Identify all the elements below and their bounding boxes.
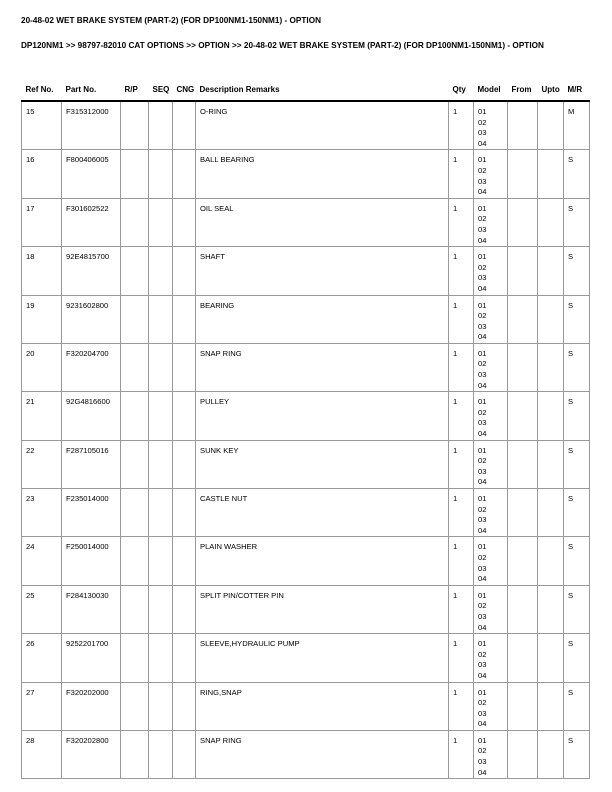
cell-upto (538, 537, 564, 585)
cell-upto (538, 440, 564, 488)
table-row[interactable] (22, 247, 590, 295)
cell-model (474, 295, 508, 343)
cell-part: F315312000 (62, 101, 121, 150)
cell-ref: 22 (22, 440, 62, 488)
cell-mr: S (564, 247, 590, 295)
cell-rp (121, 101, 149, 150)
cell-qty: 1 (449, 634, 474, 682)
cell-model (474, 585, 508, 633)
cell-part: 92G4816600 (62, 392, 121, 440)
model-code: 01 (478, 590, 487, 600)
cell-seq (149, 198, 173, 246)
cell-from (508, 682, 538, 730)
model-code: 02 (478, 359, 487, 369)
cell-desc: OIL SEAL (196, 198, 449, 246)
model-code: 03 (478, 418, 487, 428)
model-code: 01 (478, 542, 487, 552)
model-code: 01 (478, 300, 487, 310)
cell-mr: S (564, 343, 590, 391)
cell-seq (149, 392, 173, 440)
model-code: 01 (478, 155, 487, 165)
cell-mr: S (564, 295, 590, 343)
model-code: 04 (478, 332, 487, 342)
cell-upto (538, 295, 564, 343)
cell-rp (121, 247, 149, 295)
cell-ref: 24 (22, 537, 62, 585)
cell-mr: S (564, 489, 590, 537)
table-row[interactable] (22, 150, 590, 198)
model-code: 01 (478, 687, 487, 697)
cell-from (508, 198, 538, 246)
cell-part: F320204700 (62, 343, 121, 391)
cell-ref: 15 (22, 101, 62, 150)
cell-rp (121, 730, 149, 778)
cell-cng (173, 682, 196, 730)
cell-part: F320202800 (62, 730, 121, 778)
cell-rp (121, 585, 149, 633)
cell-rp (121, 150, 149, 198)
cell-model (474, 682, 508, 730)
cell-model (474, 101, 508, 150)
model-code: 03 (478, 660, 487, 670)
cell-model (474, 730, 508, 778)
model-code: 03 (478, 611, 487, 621)
cell-rp (121, 343, 149, 391)
cell-model (474, 392, 508, 440)
model-code: 02 (478, 214, 487, 224)
model-code: 04 (478, 429, 487, 439)
cell-ref: 19 (22, 295, 62, 343)
cell-desc: SNAP RING (196, 730, 449, 778)
cell-ref: 23 (22, 489, 62, 537)
model-code: 02 (478, 698, 487, 708)
cell-from (508, 392, 538, 440)
cell-ref: 27 (22, 682, 62, 730)
cell-cng (173, 295, 196, 343)
model-code: 02 (478, 456, 487, 466)
cell-upto (538, 634, 564, 682)
table-header (22, 85, 590, 101)
cell-cng (173, 247, 196, 295)
model-code: 01 (478, 107, 487, 116)
cell-seq (149, 585, 173, 633)
cell-desc: PULLEY (196, 392, 449, 440)
cell-from (508, 489, 538, 537)
cell-seq (149, 634, 173, 682)
cell-upto (538, 730, 564, 778)
cell-part: 9231602800 (62, 295, 121, 343)
column-header-seq[interactable]: SEQ (152, 85, 170, 94)
cell-qty: 1 (449, 537, 474, 585)
cell-desc: PLAIN WASHER (196, 537, 449, 585)
table-row[interactable] (22, 440, 590, 488)
model-code: 03 (478, 708, 487, 718)
cell-seq (149, 489, 173, 537)
cell-model (474, 150, 508, 198)
cell-part: F301602522 (62, 198, 121, 246)
table-row[interactable] (22, 392, 590, 440)
cell-cng (173, 101, 196, 150)
cell-seq (149, 682, 173, 730)
cell-seq (149, 295, 173, 343)
cell-mr: S (564, 440, 590, 488)
cell-qty: 1 (449, 440, 474, 488)
table-body (22, 101, 590, 779)
model-code: 01 (478, 735, 487, 745)
cell-upto (538, 489, 564, 537)
cell-mr: S (564, 392, 590, 440)
cell-seq (149, 730, 173, 778)
cell-from (508, 730, 538, 778)
cell-model (474, 537, 508, 585)
cell-upto (538, 585, 564, 633)
cell-upto (538, 247, 564, 295)
cell-ref: 17 (22, 198, 62, 246)
cell-desc: SNAP RING (196, 343, 449, 391)
model-code: 02 (478, 262, 487, 272)
model-code: 01 (478, 397, 487, 407)
cell-ref: 21 (22, 392, 62, 440)
model-code: 01 (478, 494, 487, 503)
cell-from (508, 295, 538, 343)
cell-qty: 1 (449, 489, 474, 537)
cell-upto (538, 343, 564, 391)
model-code: 03 (478, 563, 487, 573)
cell-from (508, 440, 538, 488)
cell-mr: S (564, 150, 590, 198)
model-code: 01 (478, 639, 487, 649)
cell-upto (538, 101, 564, 150)
column-header-desc[interactable]: Description Remarks (199, 85, 280, 94)
column-header-part[interactable]: Part No. (65, 85, 97, 94)
cell-qty: 1 (449, 730, 474, 778)
model-code: 04 (478, 283, 487, 293)
cell-from (508, 150, 538, 198)
table-row[interactable] (22, 295, 590, 343)
table-row[interactable] (22, 682, 590, 730)
cell-ref: 20 (22, 343, 62, 391)
cell-cng (173, 489, 196, 537)
cell-cng (173, 537, 196, 585)
cell-part: F800406005 (62, 150, 121, 198)
column-header-cng[interactable]: CNG (176, 85, 195, 94)
model-code: 02 (478, 407, 487, 417)
cell-cng (173, 392, 196, 440)
cell-qty: 1 (449, 101, 474, 150)
cell-qty: 1 (449, 198, 474, 246)
model-code: 02 (478, 117, 487, 127)
cell-qty: 1 (449, 343, 474, 391)
cell-qty: 1 (449, 392, 474, 440)
cell-desc: BALL BEARING (196, 150, 449, 198)
cell-mr: S (564, 585, 590, 633)
cell-rp (121, 489, 149, 537)
table-row[interactable] (22, 585, 590, 633)
column-header-model[interactable]: Model (477, 85, 501, 94)
cell-upto (538, 150, 564, 198)
cell-desc: SUNK KEY (196, 440, 449, 488)
cell-cng (173, 634, 196, 682)
cell-from (508, 634, 538, 682)
cell-part: 92E4815700 (62, 247, 121, 295)
cell-upto (538, 198, 564, 246)
cell-mr: S (564, 634, 590, 682)
cell-desc: SPLIT PIN/COTTER PIN (196, 585, 449, 633)
cell-rp (121, 295, 149, 343)
cell-seq (149, 247, 173, 295)
cell-mr: M (564, 101, 590, 150)
model-code: 01 (478, 252, 487, 262)
model-code: 03 (478, 128, 487, 138)
cell-from (508, 343, 538, 391)
model-code: 03 (478, 321, 487, 331)
cell-from (508, 101, 538, 150)
model-code: 01 (478, 348, 487, 358)
cell-model (474, 343, 508, 391)
breadcrumb: DP120NM1 >> 98797-82010 CAT OPTIONS >> OPTION >> 20-48-02 WET BRAKE SYSTEM (PART-2) (FOR DP100NM1-150NM1) - OPTION (21, 41, 544, 50)
table-row[interactable] (22, 101, 590, 150)
model-code: 04 (478, 380, 487, 390)
cell-model (474, 198, 508, 246)
cell-rp (121, 440, 149, 488)
model-code: 04 (478, 235, 487, 245)
column-header-rp[interactable]: R/P (124, 85, 138, 94)
model-code: 04 (478, 670, 487, 680)
model-code: 03 (478, 273, 487, 283)
cell-cng (173, 198, 196, 246)
column-header-from[interactable]: From (511, 85, 532, 94)
model-code: 04 (478, 525, 487, 535)
cell-desc: CASTLE NUT (196, 489, 449, 537)
model-code: 03 (478, 370, 487, 380)
cell-seq (149, 101, 173, 150)
table-row[interactable] (22, 634, 590, 682)
cell-seq (149, 343, 173, 391)
cell-rp (121, 537, 149, 585)
column-header-ref[interactable]: Ref No. (25, 85, 54, 94)
cell-seq (149, 150, 173, 198)
cell-rp (121, 198, 149, 246)
cell-part: F235014000 (62, 489, 121, 537)
cell-mr: S (564, 682, 590, 730)
cell-ref: 28 (22, 730, 62, 778)
table-row[interactable] (22, 537, 590, 585)
cell-desc: BEARING (196, 295, 449, 343)
cell-part: 9252201700 (62, 634, 121, 682)
model-code: 02 (478, 746, 487, 756)
cell-cng (173, 440, 196, 488)
model-code: 02 (478, 552, 487, 562)
model-code: 03 (478, 757, 487, 767)
cell-qty: 1 (449, 247, 474, 295)
model-code: 03 (478, 515, 487, 525)
column-header-qty[interactable]: Qty (452, 85, 466, 94)
model-code: 04 (478, 187, 487, 197)
cell-desc: SHAFT (196, 247, 449, 295)
model-code: 04 (478, 767, 487, 777)
cell-part: F284130030 (62, 585, 121, 633)
cell-mr: S (564, 537, 590, 585)
table-row[interactable] (22, 489, 590, 537)
cell-ref: 26 (22, 634, 62, 682)
model-code: 02 (478, 504, 487, 514)
model-code: 02 (478, 649, 487, 659)
cell-cng (173, 150, 196, 198)
table-row[interactable] (22, 730, 590, 778)
cell-desc: O-RING (196, 101, 449, 150)
cell-mr: S (564, 198, 590, 246)
cell-from (508, 537, 538, 585)
column-header-mr[interactable]: M/R (567, 85, 583, 94)
cell-model (474, 634, 508, 682)
cell-desc: RING,SNAP (196, 682, 449, 730)
model-code: 03 (478, 466, 487, 476)
cell-cng (173, 730, 196, 778)
model-code: 03 (478, 176, 487, 186)
page-title: 20-48-02 WET BRAKE SYSTEM (PART-2) (FOR DP100NM1-150NM1) - OPTION (21, 16, 322, 25)
cell-mr: S (564, 730, 590, 778)
cell-model (474, 440, 508, 488)
model-code: 02 (478, 311, 487, 321)
cell-ref: 18 (22, 247, 62, 295)
model-code: 02 (478, 601, 487, 611)
cell-qty: 1 (449, 150, 474, 198)
table-row[interactable] (22, 198, 590, 246)
model-code: 04 (478, 719, 487, 729)
cell-seq (149, 440, 173, 488)
cell-qty: 1 (449, 585, 474, 633)
cell-qty: 1 (449, 295, 474, 343)
cell-part: F287105016 (62, 440, 121, 488)
cell-part: F320202000 (62, 682, 121, 730)
parts-table (21, 85, 590, 779)
cell-model (474, 489, 508, 537)
cell-from (508, 585, 538, 633)
cell-part: F250014000 (62, 537, 121, 585)
table-header-row (22, 85, 590, 101)
cell-model (474, 247, 508, 295)
cell-upto (538, 682, 564, 730)
table-row[interactable] (22, 343, 590, 391)
model-code: 02 (478, 165, 487, 175)
model-code: 04 (478, 622, 487, 632)
cell-ref: 16 (22, 150, 62, 198)
cell-rp (121, 634, 149, 682)
cell-qty: 1 (449, 682, 474, 730)
model-code: 04 (478, 574, 487, 584)
cell-ref: 25 (22, 585, 62, 633)
column-header-upto[interactable]: Upto (541, 85, 560, 94)
cell-cng (173, 585, 196, 633)
cell-desc: SLEEVE,HYDRAULIC PUMP (196, 634, 449, 682)
cell-from (508, 247, 538, 295)
model-code: 01 (478, 203, 487, 213)
cell-cng (173, 343, 196, 391)
cell-rp (121, 682, 149, 730)
cell-seq (149, 537, 173, 585)
model-code: 03 (478, 224, 487, 234)
model-code: 04 (478, 477, 487, 487)
cell-upto (538, 392, 564, 440)
model-code: 01 (478, 445, 487, 455)
cell-rp (121, 392, 149, 440)
model-code: 04 (478, 138, 487, 148)
